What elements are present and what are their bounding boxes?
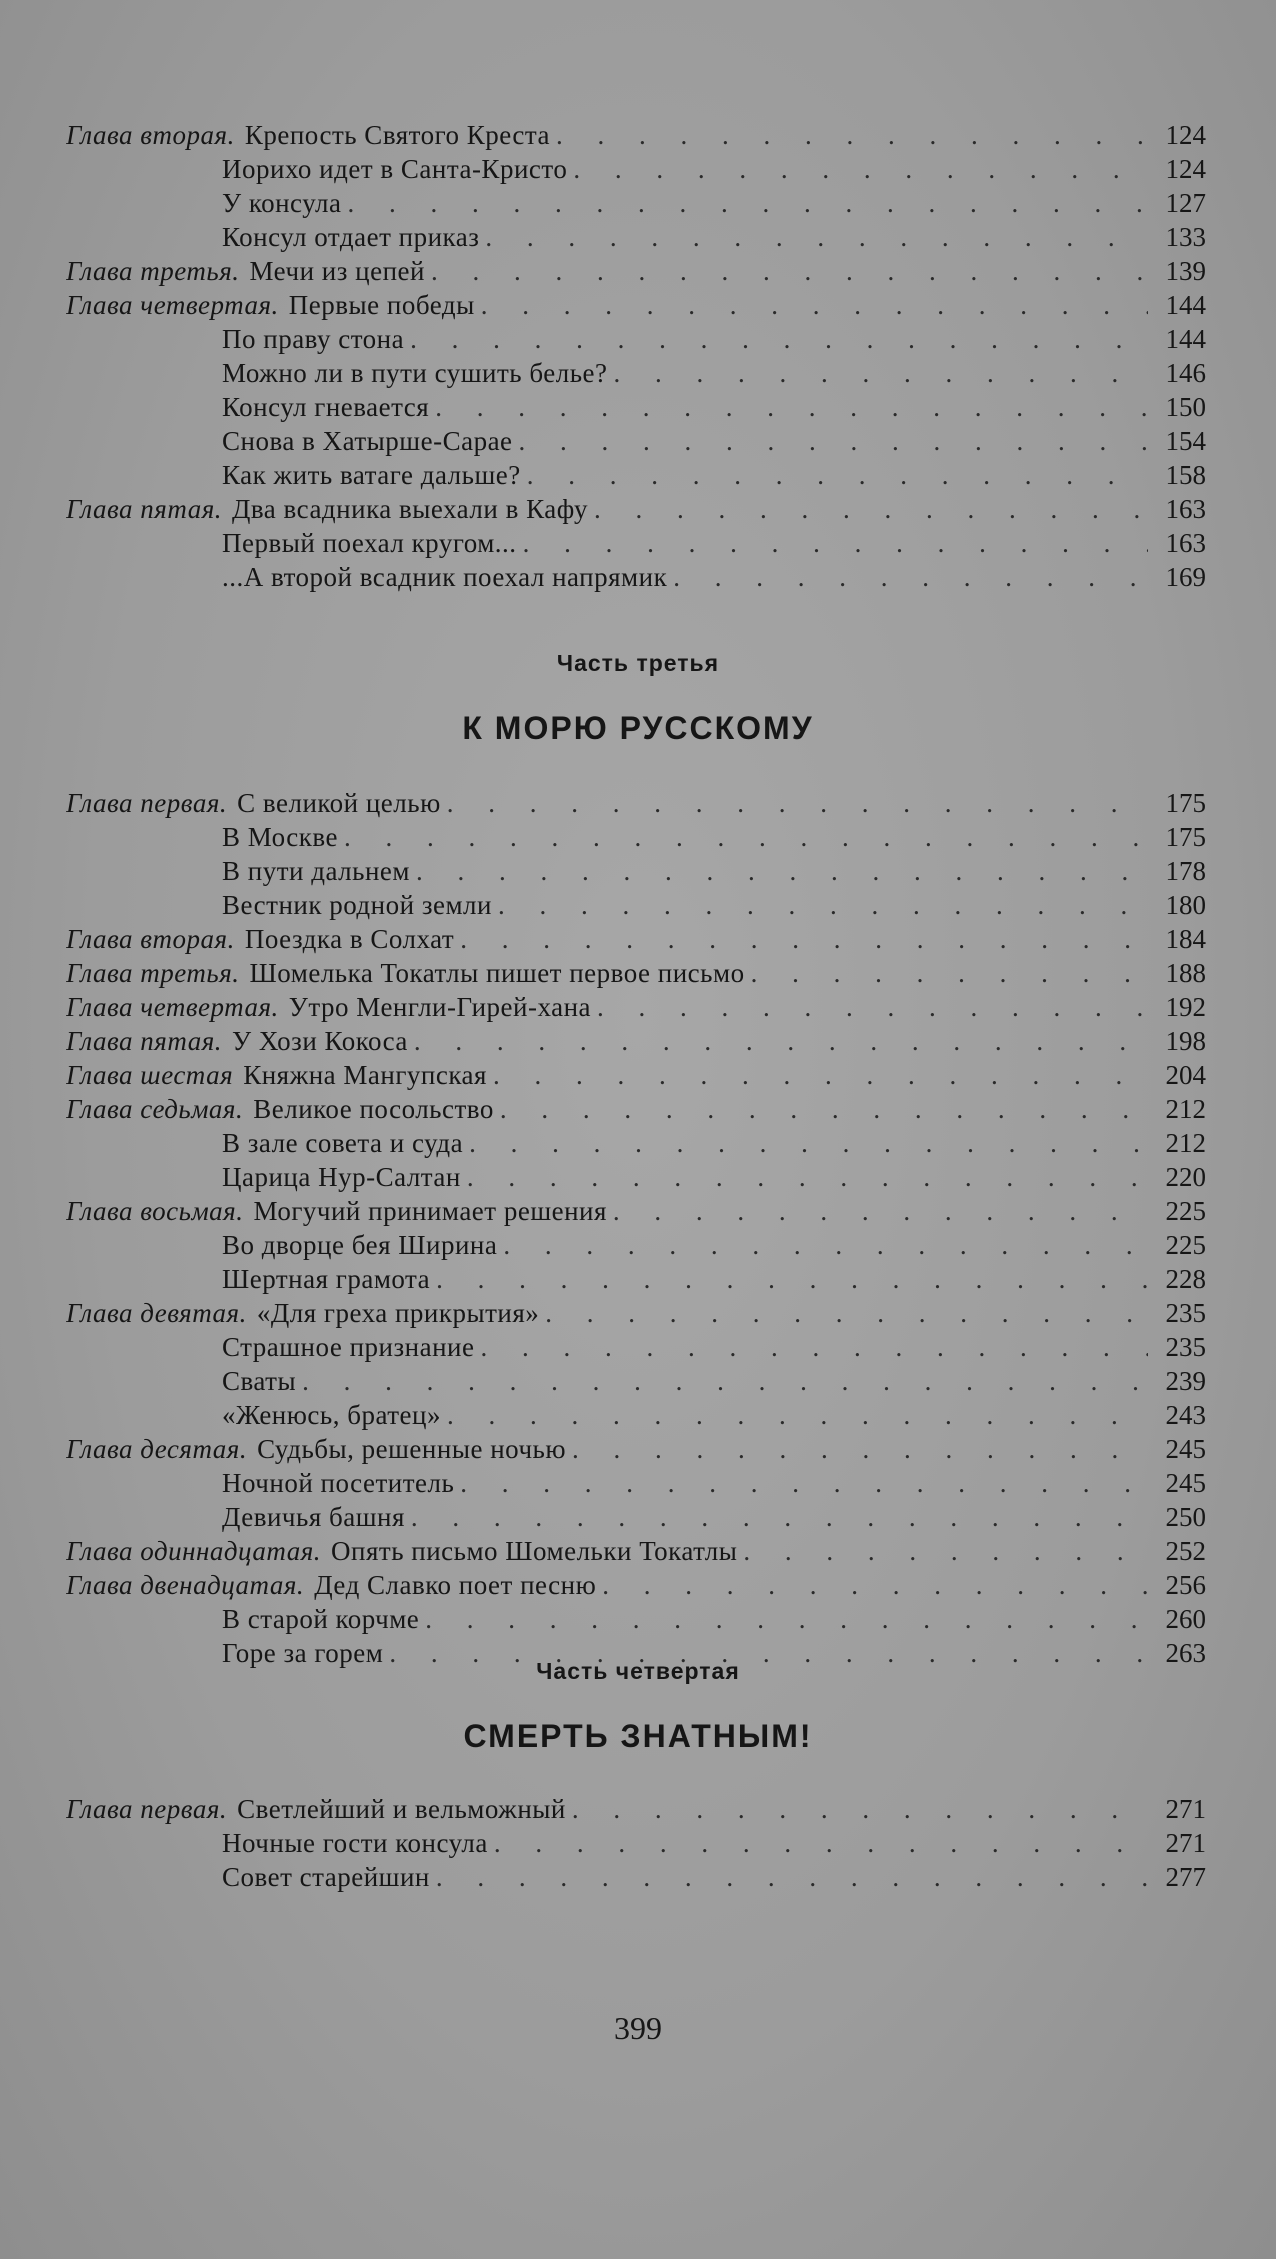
entry-title: В старой корчме <box>222 1604 420 1634</box>
dot-leader <box>302 1364 1148 1398</box>
dot-leader <box>572 1432 1148 1466</box>
dot-leader <box>481 288 1148 322</box>
dot-leader <box>480 1330 1148 1364</box>
toc-entry <box>66 1364 1206 1398</box>
entry-title: По праву стона <box>222 324 405 354</box>
dot-leader <box>344 820 1148 854</box>
toc-entry <box>66 288 1206 322</box>
part-4-label: Часть четвертая <box>536 1658 740 1684</box>
entry-page-number: 243 <box>1165 1400 1206 1430</box>
toc-entry <box>66 888 1206 922</box>
entry-title: Горе за горем <box>222 1638 384 1668</box>
chapter-prefix: Глава седьмая. <box>66 1094 244 1124</box>
toc-entry <box>66 1296 1206 1330</box>
entry-title: В Москве <box>222 822 338 852</box>
toc-entry <box>66 560 1206 594</box>
toc-entry <box>66 1262 1206 1296</box>
dot-leader <box>460 1466 1148 1500</box>
entry-title: Как жить ватаге дальше? <box>222 460 521 490</box>
dot-leader <box>614 356 1149 390</box>
toc-entry <box>66 322 1206 356</box>
toc-entry <box>66 492 1206 526</box>
entry-page-number: 271 <box>1165 1794 1206 1824</box>
entry-title: Великое посольство <box>253 1094 494 1124</box>
toc-entry <box>66 1126 1206 1160</box>
entry-page-number: 158 <box>1165 460 1206 490</box>
dot-leader <box>556 118 1148 152</box>
entry-page-number: 260 <box>1165 1604 1206 1634</box>
dot-leader <box>594 492 1148 526</box>
entry-page-number: 169 <box>1165 562 1206 592</box>
entry-page-number: 163 <box>1165 528 1206 558</box>
entry-page-number: 228 <box>1165 1264 1206 1294</box>
toc-entry <box>66 526 1206 560</box>
entry-title: В пути дальнем <box>222 856 410 886</box>
entry-page-number: 175 <box>1165 788 1206 818</box>
dot-leader <box>469 1126 1148 1160</box>
entry-title: Крепость Святого Креста <box>244 120 550 150</box>
toc-entry <box>66 1228 1206 1262</box>
toc-entry <box>66 1024 1206 1058</box>
toc-entry <box>66 1432 1206 1466</box>
toc-entry <box>66 1602 1206 1636</box>
entry-page-number: 212 <box>1165 1094 1206 1124</box>
dot-leader <box>602 1568 1148 1602</box>
dot-leader <box>410 322 1148 356</box>
entry-title: Судьбы, решенные ночью <box>257 1434 567 1464</box>
chapter-prefix: Глава восьмая. <box>66 1196 244 1226</box>
dot-leader <box>347 186 1148 220</box>
toc-entry <box>66 1826 1206 1860</box>
part-3-label: Часть третья <box>556 650 720 676</box>
entry-page-number: 256 <box>1165 1570 1206 1600</box>
entry-page-number: 239 <box>1165 1366 1206 1396</box>
toc-entry <box>66 356 1206 390</box>
entry-title: Шертная грамота <box>222 1264 431 1294</box>
entry-page-number: 245 <box>1165 1434 1206 1464</box>
entry-title: Консул гневается <box>222 392 430 422</box>
toc-section-2 <box>66 786 1206 1670</box>
dot-leader <box>613 1194 1148 1228</box>
toc-entry <box>66 220 1206 254</box>
entry-title: ...А второй всадник поехал напрямик <box>222 562 668 592</box>
chapter-prefix: Глава первая. <box>66 1794 228 1824</box>
chapter-prefix: Глава первая. <box>66 788 228 818</box>
entry-title: Светлейший и вельможный <box>237 1794 566 1824</box>
entry-title: Страшное признание <box>222 1332 475 1362</box>
dot-leader <box>447 1398 1148 1432</box>
entry-page-number: 263 <box>1165 1638 1206 1668</box>
toc-entry <box>66 854 1206 888</box>
toc-section-1 <box>66 118 1206 594</box>
entry-page-number: 144 <box>1165 324 1206 354</box>
toc-entry <box>66 1330 1206 1364</box>
dot-leader <box>523 526 1148 560</box>
toc-entry <box>66 786 1206 820</box>
entry-title: Иорихо идет в Санта-Кристо <box>222 154 568 184</box>
entry-title: Царица Нур-Салтан <box>222 1162 461 1192</box>
entry-page-number: 245 <box>1165 1468 1206 1498</box>
chapter-prefix: Глава третья. <box>66 958 240 988</box>
part-3-title: К МОРЮ РУССКОМУ <box>462 710 814 746</box>
toc-entry <box>66 254 1206 288</box>
entry-page-number: 235 <box>1165 1332 1206 1362</box>
chapter-prefix: Глава одиннадцатая. <box>66 1536 322 1566</box>
chapter-prefix: Глава пятая. <box>66 1026 222 1056</box>
dot-leader <box>493 1058 1148 1092</box>
entry-page-number: 277 <box>1165 1862 1206 1892</box>
toc-entry <box>66 1792 1206 1826</box>
dot-leader <box>436 1262 1148 1296</box>
entry-title: Шомелька Токатлы пишет первое письмо <box>249 958 745 988</box>
entry-page-number: 235 <box>1165 1298 1206 1328</box>
dot-leader <box>572 1792 1148 1826</box>
entry-page-number: 188 <box>1165 958 1206 988</box>
dot-leader <box>597 990 1148 1024</box>
dot-leader <box>573 152 1148 186</box>
toc-entry <box>66 1534 1206 1568</box>
entry-title: Поездка в Солхат <box>244 924 455 954</box>
entry-title: Во дворце бея Ширина <box>222 1230 498 1260</box>
entry-title: Мечи из цепей <box>249 256 425 286</box>
chapter-prefix: Глава девятая. <box>66 1298 247 1328</box>
toc-entry <box>66 186 1206 220</box>
entry-title: Можно ли в пути сушить белье? <box>222 358 608 388</box>
entry-title: «Для греха прикрытия» <box>256 1298 540 1328</box>
entry-page-number: 184 <box>1165 924 1206 954</box>
entry-page-number: 212 <box>1165 1128 1206 1158</box>
entry-page-number: 154 <box>1165 426 1206 456</box>
dot-leader <box>431 254 1148 288</box>
toc-entry <box>66 1568 1206 1602</box>
toc-entry <box>66 1058 1206 1092</box>
toc-entry <box>66 1194 1206 1228</box>
entry-title: Утро Менгли-Гирей-хана <box>288 992 592 1022</box>
dot-leader <box>435 390 1148 424</box>
dot-leader <box>503 1228 1148 1262</box>
entry-title: Вестник родной земли <box>222 890 492 920</box>
toc-entry <box>66 1160 1206 1194</box>
entry-page-number: 139 <box>1165 256 1206 286</box>
toc-entry <box>66 1860 1206 1894</box>
toc-entry <box>66 424 1206 458</box>
entry-title: Могучий принимает решения <box>253 1196 607 1226</box>
toc-entry <box>66 1398 1206 1432</box>
chapter-prefix: Глава четвертая. <box>66 290 279 320</box>
chapter-prefix: Глава вторая. <box>66 120 235 150</box>
entry-title: У Хози Кокоса <box>232 1026 408 1056</box>
toc-entry <box>66 820 1206 854</box>
entry-title: С великой целью <box>237 788 441 818</box>
entry-page-number: 150 <box>1165 392 1206 422</box>
toc-entry <box>66 118 1206 152</box>
dot-leader <box>414 1024 1148 1058</box>
toc-entry <box>66 458 1206 492</box>
toc-entry <box>66 390 1206 424</box>
toc-entry <box>66 1466 1206 1500</box>
dot-leader <box>545 1296 1148 1330</box>
entry-title: Совет старейшин <box>222 1862 430 1892</box>
toc-entry <box>66 152 1206 186</box>
entry-title: Ночные гости консула <box>222 1828 488 1858</box>
dot-leader <box>519 424 1148 458</box>
entry-title: У консула <box>222 188 342 218</box>
dot-leader <box>416 854 1148 888</box>
entry-page-number: 124 <box>1165 154 1206 184</box>
dot-leader <box>673 560 1148 594</box>
entry-page-number: 250 <box>1165 1502 1206 1532</box>
entry-title: Сваты <box>222 1366 297 1396</box>
dot-leader <box>500 1092 1148 1126</box>
entry-title: В зале совета и суда <box>222 1128 464 1158</box>
entry-title: Девичья башня <box>222 1502 405 1532</box>
entry-title: Опять письмо Шомельки Токатлы <box>331 1536 738 1566</box>
dot-leader <box>447 786 1148 820</box>
entry-title: Дед Славко поет песню <box>314 1570 597 1600</box>
entry-title: «Женюсь, братец» <box>222 1400 441 1430</box>
chapter-prefix: Глава двенадцатая. <box>66 1570 305 1600</box>
dot-leader <box>485 220 1148 254</box>
entry-title: Княжна Мангупская <box>243 1060 487 1090</box>
chapter-prefix: Глава вторая. <box>66 924 235 954</box>
entry-page-number: 220 <box>1165 1162 1206 1192</box>
toc-entry <box>66 956 1206 990</box>
entry-page-number: 204 <box>1165 1060 1206 1090</box>
dot-leader <box>743 1534 1148 1568</box>
entry-page-number: 180 <box>1165 890 1206 920</box>
dot-leader <box>498 888 1148 922</box>
chapter-prefix: Глава десятая. <box>66 1434 248 1464</box>
entry-page-number: 271 <box>1165 1828 1206 1858</box>
dot-leader <box>425 1602 1148 1636</box>
dot-leader <box>436 1860 1148 1894</box>
entry-page-number: 175 <box>1165 822 1206 852</box>
entry-page-number: 192 <box>1165 992 1206 1022</box>
chapter-prefix: Глава четвертая. <box>66 992 279 1022</box>
entry-page-number: 124 <box>1165 120 1206 150</box>
entry-page-number: 225 <box>1165 1196 1206 1226</box>
chapter-prefix: Глава пятая. <box>66 494 222 524</box>
chapter-prefix: Глава шестая <box>66 1060 234 1090</box>
entry-page-number: 133 <box>1165 222 1206 252</box>
dot-leader <box>467 1160 1148 1194</box>
toc-entry <box>66 1500 1206 1534</box>
toc-entry <box>66 922 1206 956</box>
entry-page-number: 198 <box>1165 1026 1206 1056</box>
dot-leader <box>494 1826 1148 1860</box>
entry-page-number: 146 <box>1165 358 1206 388</box>
entry-page-number: 144 <box>1165 290 1206 320</box>
toc-section-3 <box>66 1792 1206 1894</box>
entry-page-number: 225 <box>1165 1230 1206 1260</box>
entry-page-number: 163 <box>1165 494 1206 524</box>
chapter-prefix: Глава третья. <box>66 256 240 286</box>
part-4-title: СМЕРТЬ ЗНАТНЫМ! <box>463 1718 813 1754</box>
toc-entry <box>66 990 1206 1024</box>
entry-title: Ночной посетитель <box>222 1468 455 1498</box>
entry-title: Снова в Хатырше-Сарае <box>222 426 513 456</box>
dot-leader <box>527 458 1148 492</box>
entry-page-number: 252 <box>1165 1536 1206 1566</box>
entry-title: Первый поехал кругом... <box>222 528 517 558</box>
entry-title: Первые победы <box>288 290 475 320</box>
entry-title: Консул отдает приказ <box>222 222 480 252</box>
dot-leader <box>460 922 1148 956</box>
page-number: 399 <box>614 2010 662 2046</box>
toc-entry <box>66 1092 1206 1126</box>
entry-page-number: 127 <box>1165 188 1206 218</box>
dot-leader <box>411 1500 1148 1534</box>
dot-leader <box>751 956 1148 990</box>
entry-title: Два всадника выехали в Кафу <box>232 494 589 524</box>
entry-page-number: 178 <box>1165 856 1206 886</box>
